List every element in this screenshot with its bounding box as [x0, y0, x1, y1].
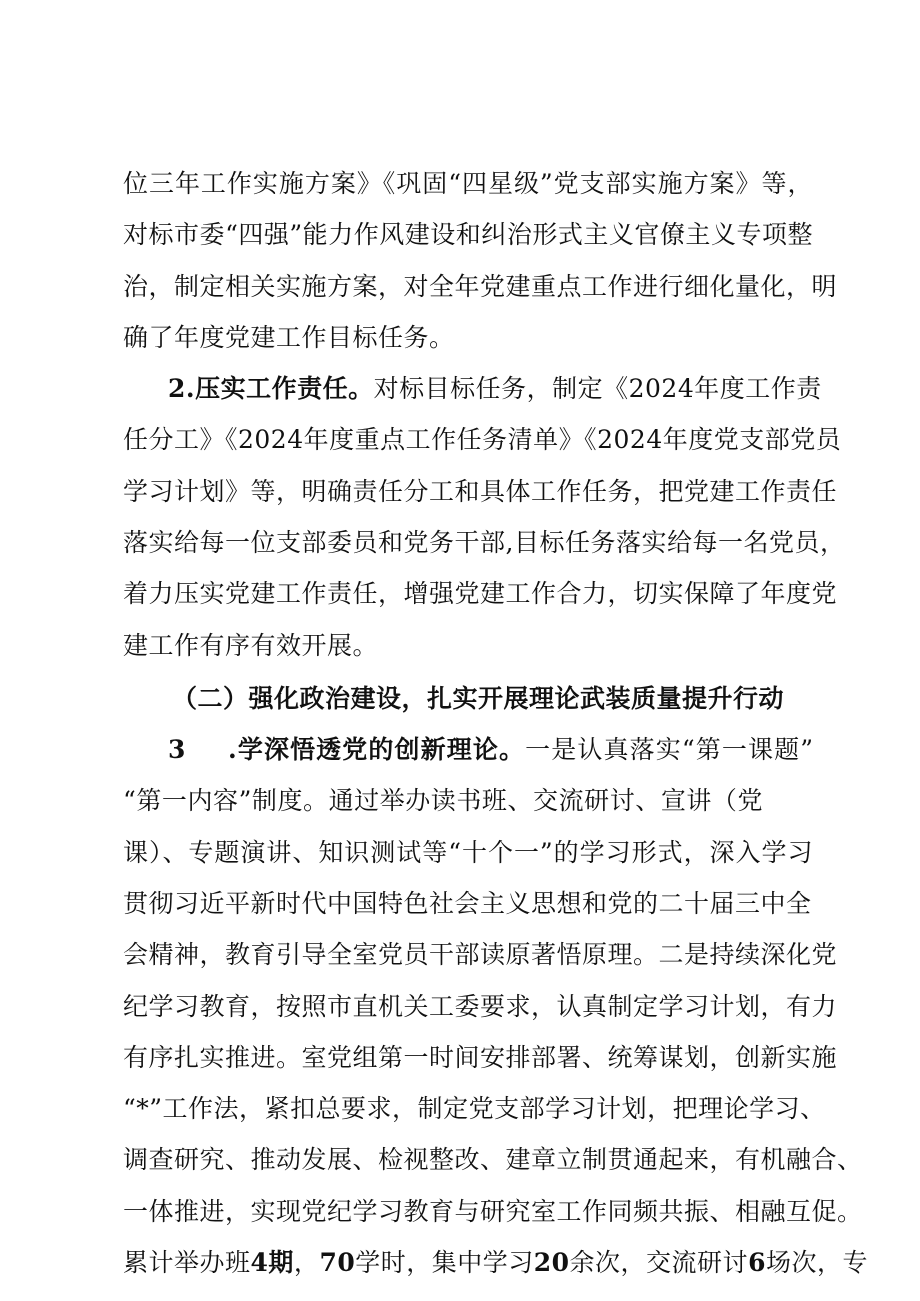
- paragraph-line: 贯彻习近平新时代中国特色社会主义思想和党的二十届三中全: [123, 888, 812, 918]
- paragraph-line: 会精神，教育引导全室党员干部读原著悟原理。二是持续深化党: [123, 940, 838, 970]
- paragraph-line: 任分工》《2024年度重点工作任务清单》《2024年度党支部党员: [123, 425, 842, 455]
- paragraph-line: 确了年度党建工作目标任务。: [123, 322, 455, 352]
- number-segment: 6: [748, 1248, 766, 1277]
- paragraph-line: 有序扎实推进。室党组第一时间安排部署、统筹谋划，创新实施: [123, 1042, 838, 1072]
- paragraph-line: 建工作有序有效开展。: [123, 630, 379, 660]
- number-segment: 70: [319, 1248, 356, 1277]
- paragraph-line: 位三年工作实施方案》《巩固“四星级”党支部实施方案》等，: [123, 169, 813, 198]
- paragraph-line-last: [123, 1235, 868, 1291]
- paragraph-line: “*”工作法，紧扣总要求，制定党支部学习计划，把理论学习、: [123, 1094, 826, 1124]
- paragraph-line: 学习计划》等，明确责任分工和具体工作任务，把党建工作责任: [123, 476, 838, 506]
- paragraph-line: 纪学习教育，按照市直机关工委要求，认真制定学习计划，有力: [123, 991, 838, 1021]
- paragraph-line: 调查研究、推动发展、检视整改、建章立制贯通起来，有机融合、: [123, 1145, 863, 1175]
- item-3-first-line: [228, 722, 813, 778]
- paragraph-line: 治，制定相关实施方案，对全年党建重点工作进行细化量化，明: [123, 271, 838, 301]
- text-segment: 学时，集中学习: [355, 1248, 534, 1277]
- text-segment: 累计举办班: [123, 1248, 251, 1277]
- paragraph-line: 对标市委“四强”能力作风建设和纠治形式主义官僚主义专项整: [123, 220, 813, 250]
- item-3-number: 3: [168, 735, 186, 765]
- item-3-title: .学深悟透党的创新理论。: [228, 735, 526, 765]
- item-2-title: 2.压实工作责任。: [168, 374, 374, 404]
- item-2-text: 对标目标任务，制定《2024年度工作责: [373, 374, 822, 404]
- paragraph-line: 一体推进，实现党纪学习教育与研究室工作同频共振、相融互促。: [123, 1196, 863, 1226]
- text-segment: ，: [293, 1248, 320, 1277]
- paragraph-line: 着力压实党建工作责任，增强党建工作合力，切实保障了年度党: [123, 579, 838, 609]
- text-segment: 余次，交流研讨: [569, 1248, 749, 1277]
- paragraph-line: 课）、专题演讲、知识测试等“十个一”的学习形式，深入学习: [123, 837, 813, 867]
- paragraph-line: 落实给每一位支部委员和党务干部,目标任务落实给每一名党员，: [123, 528, 846, 558]
- text-segment: 场次，专: [765, 1248, 868, 1277]
- item-3-text: 一是认真落实“第一课题”: [525, 735, 813, 765]
- number-segment: 4期: [250, 1248, 294, 1277]
- paragraph-line: “第一内容”制度。通过举办读书班、交流研讨、宣讲（党: [123, 786, 763, 816]
- number-segment: 20: [533, 1248, 570, 1277]
- section-heading: （二）强化政治建设，扎实开展理论武装质量提升行动: [172, 683, 785, 713]
- item-2-first-line: [168, 361, 822, 417]
